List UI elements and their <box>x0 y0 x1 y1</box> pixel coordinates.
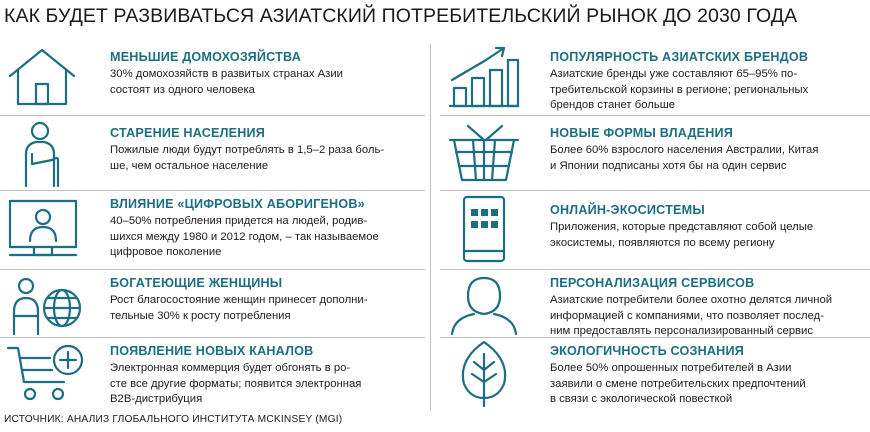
item-heading: ОНЛАЙН-ЭКОСИСТЕМЫ <box>550 203 705 217</box>
list-item <box>440 191 870 270</box>
growth-chart-icon <box>446 44 518 110</box>
item-heading: ЭКОЛОГИЧНОСТЬ СОЗНАНИЯ <box>550 344 744 358</box>
item-text: Азиатские потребители более охотно делятся личной информацией с компаниями, что позволяет послед- ним предоставлять персонализированный сервис <box>550 294 833 337</box>
item-text: Более 60% взрослого населения Австралии, Китая и Японии подписаны хотя бы на один сервис <box>550 144 819 172</box>
woman-globe-icon <box>6 276 78 336</box>
item-text: 30% домохозяйств в развитых странах Азии состоят из одного человека <box>110 68 343 96</box>
list-item <box>0 270 425 338</box>
item-heading: ПОПУЛЯРНОСТЬ АЗИАТСКИХ БРЕНДОВ <box>550 50 809 64</box>
item-text: Приложения, которые представляют собой целые экосистемы, появляются по всему региону <box>550 221 814 249</box>
item-heading: СТАРЕНИЕ НАСЕЛЕНИЯ <box>110 126 266 140</box>
elderly-person-icon <box>6 120 78 188</box>
page-title: КАК БУДЕТ РАЗВИВАТЬСЯ АЗИАТСКИЙ ПОТРЕБИТЕЛЬСКИЙ РЫНОК ДО 2030 ГОДА <box>4 5 798 27</box>
laptop-user-icon <box>6 197 78 263</box>
person-bust-icon <box>446 274 518 336</box>
leaf-icon <box>446 340 518 408</box>
item-text: Электронная коммерция будет обгонять в ро- сте все другие форматы; появится электронная B2B-дистрибуция <box>110 362 362 405</box>
source-footer: ИСТОЧНИК: АНАЛИЗ ГЛОБАЛЬНОГО ИНСТИТУТА MCKINSEY (MGI) <box>4 414 343 425</box>
item-text: Азиатские бренды уже составляют 65–95% по- требительской корзины в регионе; региональных брендов станет больше <box>550 68 809 111</box>
item-text: Более 50% опрошенных потребителей в Азии заявили о смене потребительских предпочтений в связи с экологической повесткой <box>550 362 806 405</box>
item-heading: ПЕРСОНАЛИЗАЦИЯ СЕРВИСОВ <box>550 276 755 290</box>
shopping-cart-plus-icon <box>6 342 78 404</box>
list-item <box>440 270 870 338</box>
list-item <box>440 44 870 116</box>
item-heading: БОГАТЕЮЩИЕ ЖЕНЩИНЫ <box>110 276 283 290</box>
list-item <box>0 338 425 410</box>
house-icon <box>6 46 78 108</box>
item-text: 40–50% потребления придется на людей, родив- шихся между 1980 и 2012 годом, – так называемое цифровое поколение <box>110 215 379 258</box>
list-item <box>440 338 870 410</box>
tablet-apps-icon <box>446 195 518 265</box>
column-divider <box>430 44 431 410</box>
list-item <box>0 116 425 191</box>
item-text: Рост благосостояние женщин принесет дополни- тельные 30% к росту потребления <box>110 294 368 322</box>
item-heading: НОВЫЕ ФОРМЫ ВЛАДЕНИЯ <box>550 126 734 140</box>
item-heading: МЕНЬШИЕ ДОМОХОЗЯЙСТВА <box>110 50 302 64</box>
list-item <box>0 44 425 116</box>
item-heading: ПОЯВЛЕНИЕ НОВЫХ КАНАЛОВ <box>110 344 314 358</box>
list-item <box>440 116 870 191</box>
list-item <box>0 191 425 270</box>
item-heading: ВЛИЯНИЕ «ЦИФРОВЫХ АБОРИГЕНОВ» <box>110 197 365 211</box>
item-text: Пожилые люди будут потреблять в 1,5–2 раза боль- ше, чем остальное население <box>110 144 385 172</box>
basket-icon <box>446 122 518 184</box>
